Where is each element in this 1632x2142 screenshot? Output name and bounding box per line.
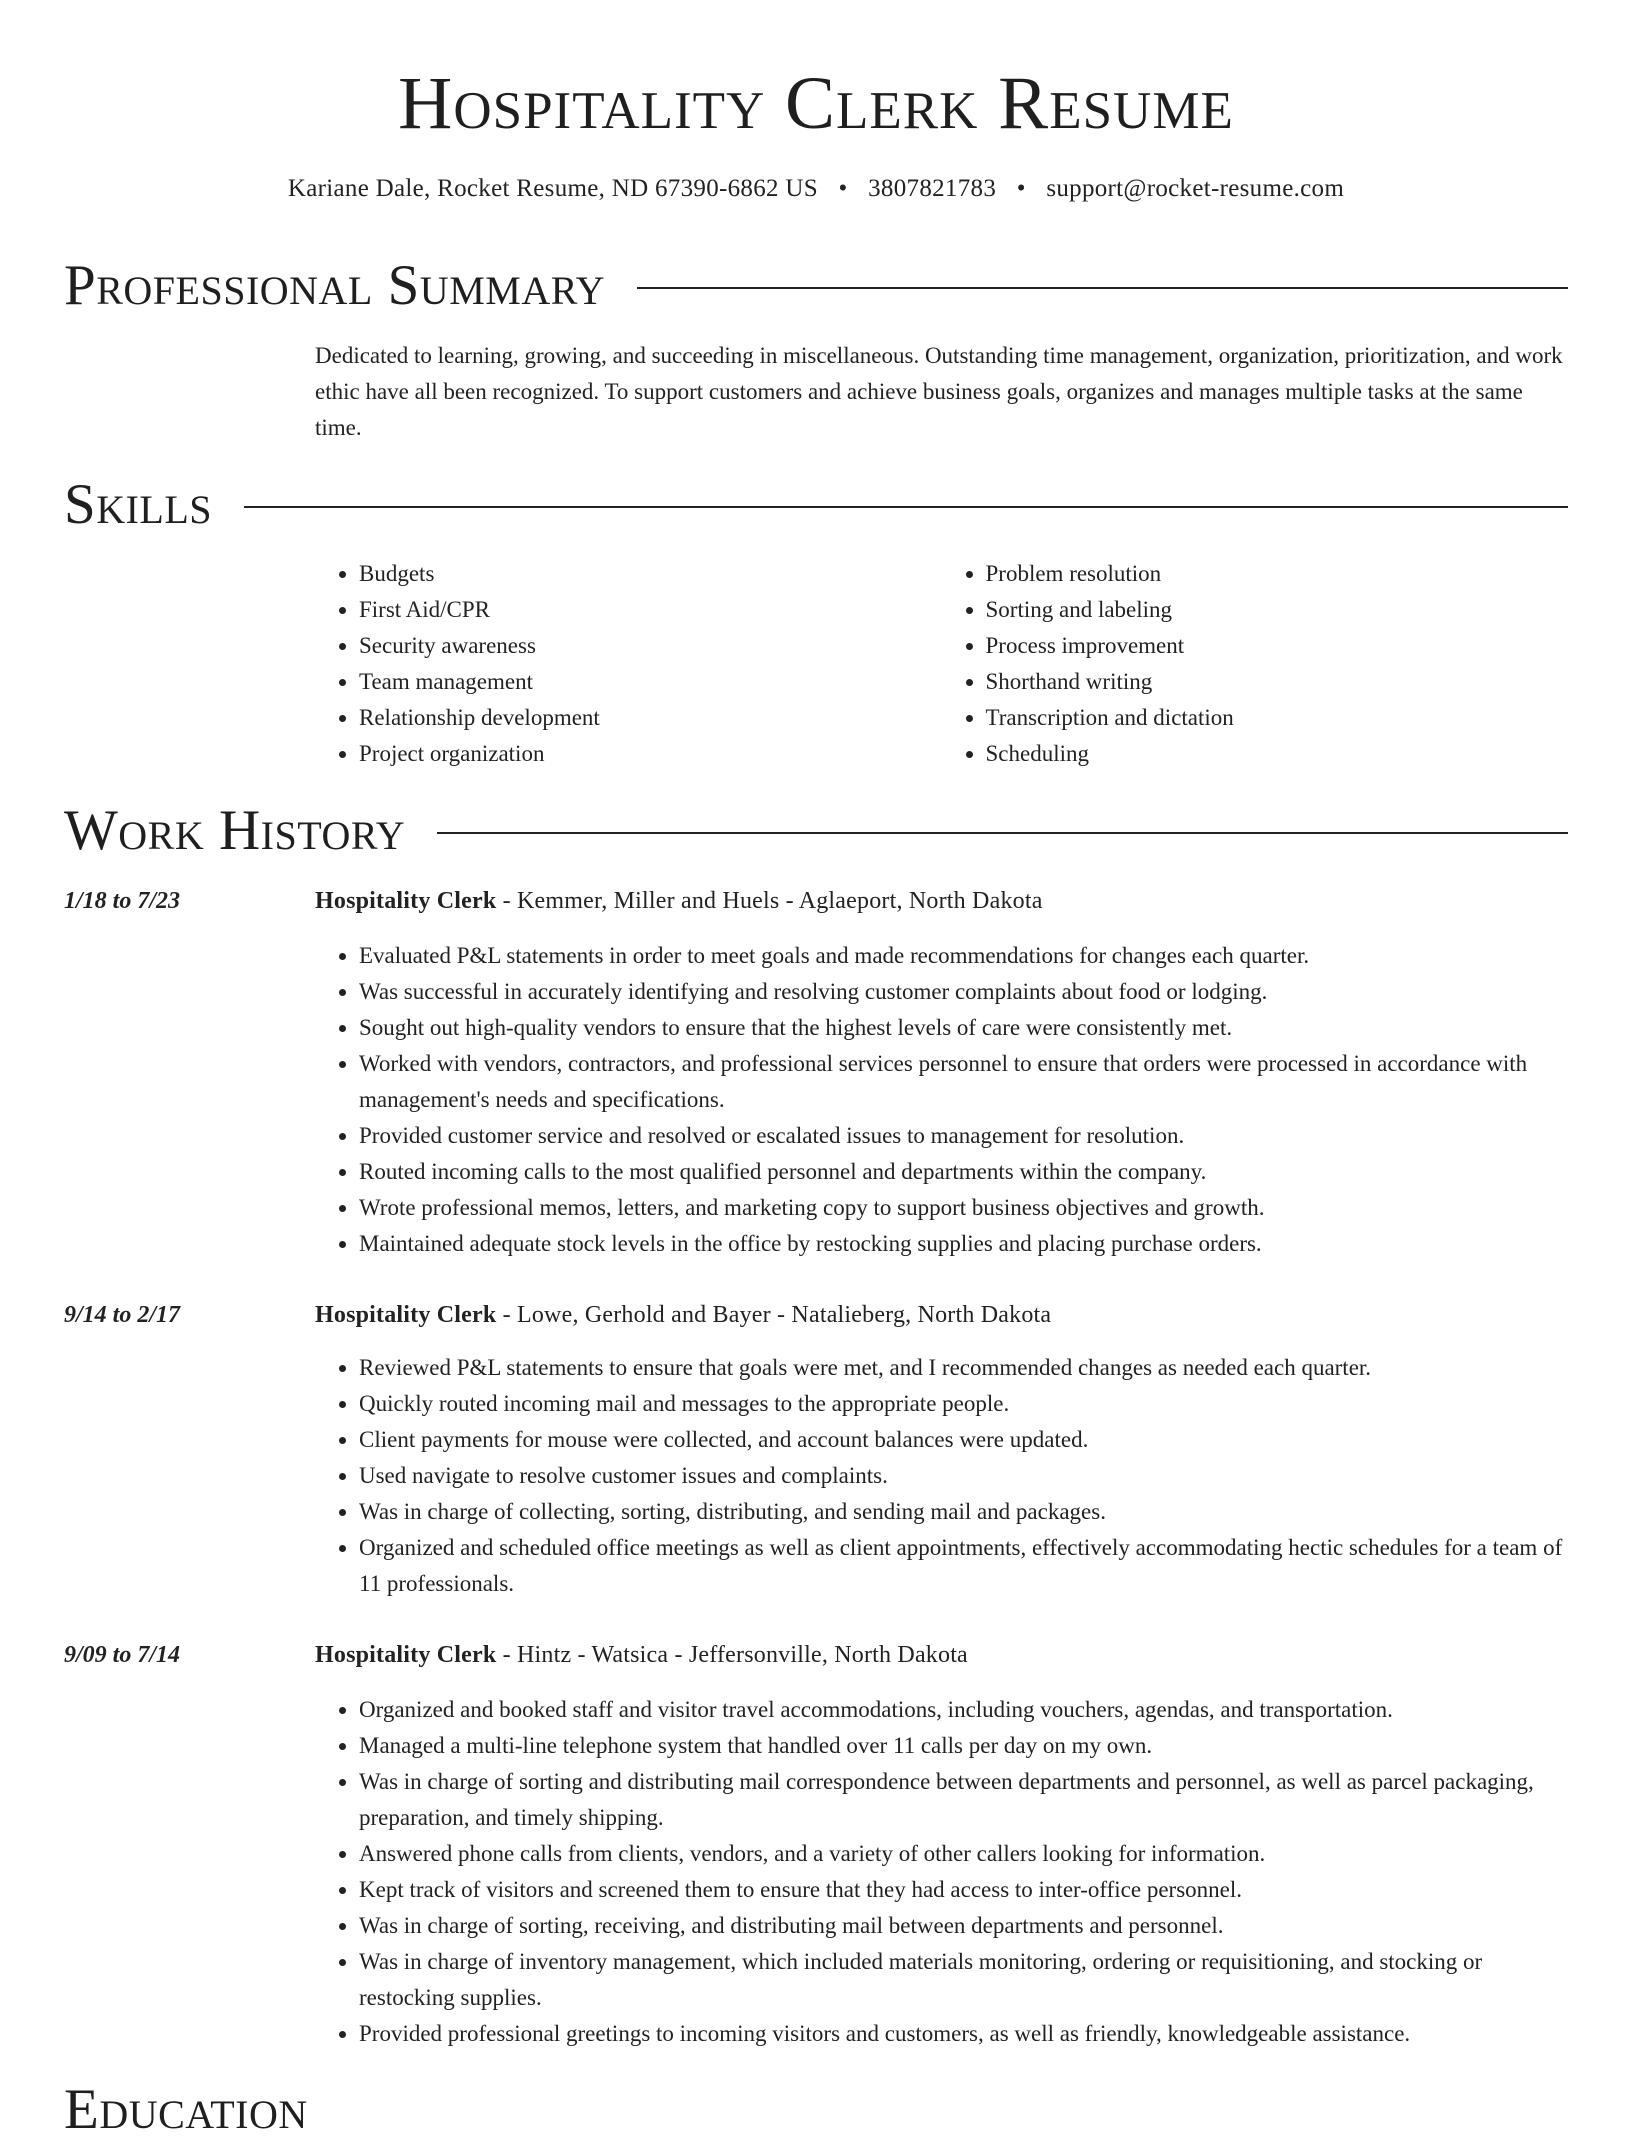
- contact-separator: •: [838, 175, 848, 202]
- job-heading: [315, 1639, 968, 1671]
- section-summary-header: [64, 254, 1568, 318]
- job-bullet: • Client payments for mouse were collected, and account balances were updated.: [359, 1422, 1568, 1458]
- job-bullet: • Provided customer service and resolved or escalated issues to management for resolution.: [359, 1118, 1568, 1154]
- resume-title: Hospitality Clerk Resume: [398, 62, 1234, 145]
- job-bullet: • Reviewed P&L statements to ensure that goals were met, and I recommended changes as needed each quarter.: [359, 1350, 1568, 1386]
- job-bullet: • Was in charge of sorting, receiving, and distributing mail between departments and personnel.: [359, 1908, 1568, 1944]
- skills-list-right: [942, 556, 1569, 772]
- contact-separator: •: [1016, 175, 1026, 202]
- job-responsibilities: [315, 938, 1568, 1262]
- job-bullet: • Used navigate to resolve customer issues and complaints.: [359, 1458, 1568, 1494]
- job-dates: 9/09 to 7/14: [64, 1642, 181, 1668]
- job-employer: - Lowe, Gerhold and Bayer - Natalieberg, North Dakota: [496, 1302, 1052, 1328]
- section-divider: [637, 287, 1568, 289]
- job-bullet: • Was in charge of inventory management, which included materials monitoring, ordering or requisitioning, and stocking or restocking supplies.: [359, 1944, 1568, 2016]
- job-bullet: • Was in charge of sorting and distributing mail correspondence between departments and personnel, as well as parcel packaging, preparation, and timely shipping.: [359, 1764, 1568, 1836]
- skill-item: • Relationship development: [359, 700, 942, 736]
- skill-item: • Security awareness: [359, 628, 942, 664]
- job-bullet: • Provided professional greetings to incoming visitors and customers, as well as friendly, knowledgeable assistance.: [359, 2016, 1568, 2052]
- job-bullet: • Routed incoming calls to the most qualified personnel and departments within the company.: [359, 1154, 1568, 1190]
- job-dates: 9/14 to 2/17: [64, 1302, 181, 1328]
- job-bullet: • Evaluated P&L statements in order to meet goals and made recommendations for changes each quarter.: [359, 938, 1568, 974]
- job-employer: - Hintz - Watsica - Jeffersonville, North Dakota: [496, 1642, 968, 1668]
- job-bullet: • Organized and booked staff and visitor travel accommodations, including vouchers, agendas, and transportation.: [359, 1692, 1568, 1728]
- skill-item: • Project organization: [359, 736, 942, 772]
- contact-phone: 3807821783: [868, 175, 997, 202]
- section-work-title: Work History: [64, 799, 406, 862]
- section-skills-title: Skills: [64, 473, 213, 536]
- job-bullet: • Wrote professional memos, letters, and marketing copy to support business objectives and growth.: [359, 1190, 1568, 1226]
- skill-item: • Problem resolution: [986, 556, 1569, 592]
- job-bullet: • Maintained adequate stock levels in the office by restocking supplies and placing purchase orders.: [359, 1226, 1568, 1262]
- contact-email: support@rocket-resume.com: [1046, 175, 1345, 202]
- section-education-header: [64, 2078, 1568, 2142]
- job-bullet: • Was successful in accurately identifying and resolving customer complaints about food or lodging.: [359, 974, 1568, 1010]
- section-work-header: [64, 799, 1568, 863]
- job-bullet: • Quickly routed incoming mail and messages to the appropriate people.: [359, 1386, 1568, 1422]
- job-heading: [315, 1299, 1051, 1331]
- job-bullet: • Worked with vendors, contractors, and professional services personnel to ensure that orders were processed in accordance with management's needs and specifications.: [359, 1046, 1568, 1118]
- section-divider: [437, 832, 1568, 834]
- skills-list-left: [315, 556, 942, 772]
- job-title: Hospitality Clerk: [315, 1642, 497, 1668]
- contact-address: Kariane Dale, Rocket Resume, ND 67390-6862 US: [287, 175, 818, 202]
- job-dates: 1/18 to 7/23: [64, 888, 181, 914]
- skill-item: • Budgets: [359, 556, 942, 592]
- job-bullet: • Managed a multi-line telephone system that handled over 11 calls per day on my own.: [359, 1728, 1568, 1764]
- section-skills-header: [64, 473, 1568, 537]
- skill-item: • Team management: [359, 664, 942, 700]
- section-education-title: Education: [64, 2078, 308, 2141]
- resume-page: [64, 0, 1568, 2141]
- skill-item: • Sorting and labeling: [986, 592, 1569, 628]
- job-employer: - Kemmer, Miller and Huels - Aglaeport, North Dakota: [496, 888, 1043, 914]
- skill-item: • First Aid/CPR: [359, 592, 942, 628]
- job-bullet: • Was in charge of collecting, sorting, distributing, and sending mail and packages.: [359, 1494, 1568, 1530]
- section-summary-title: Professional Summary: [64, 254, 606, 317]
- skill-item: • Process improvement: [986, 628, 1569, 664]
- skill-item: • Shorthand writing: [986, 664, 1569, 700]
- job-title: Hospitality Clerk: [315, 1302, 497, 1328]
- job-bullet: • Kept track of visitors and screened them to ensure that they had access to inter-office personnel.: [359, 1872, 1568, 1908]
- summary-text: Dedicated to learning, growing, and succeeding in miscellaneous. Outstanding time management, organization, prioritization, and work ethic have all been recognized. To support customers and achieve business goals, organizes and manages multiple tasks at the same time.: [315, 343, 1563, 440]
- job-bullet: • Answered phone calls from clients, vendors, and a variety of other callers looking for information.: [359, 1836, 1568, 1872]
- skills-columns: [315, 556, 1568, 772]
- job-heading: [315, 885, 1043, 917]
- contact-line: [64, 173, 1568, 205]
- job-responsibilities: [315, 1350, 1568, 1602]
- job-bullet: • Sought out high-quality vendors to ensure that the highest levels of care were consistently met.: [359, 1010, 1568, 1046]
- skill-item: • Scheduling: [986, 736, 1569, 772]
- job-responsibilities: [315, 1692, 1568, 2052]
- skill-item: • Transcription and dictation: [986, 700, 1569, 736]
- section-divider: [244, 506, 1568, 508]
- job-title: Hospitality Clerk: [315, 888, 497, 914]
- job-bullet: • Organized and scheduled office meetings as well as client appointments, effectively accommodating hectic schedules for a team of 11 professionals.: [359, 1530, 1568, 1602]
